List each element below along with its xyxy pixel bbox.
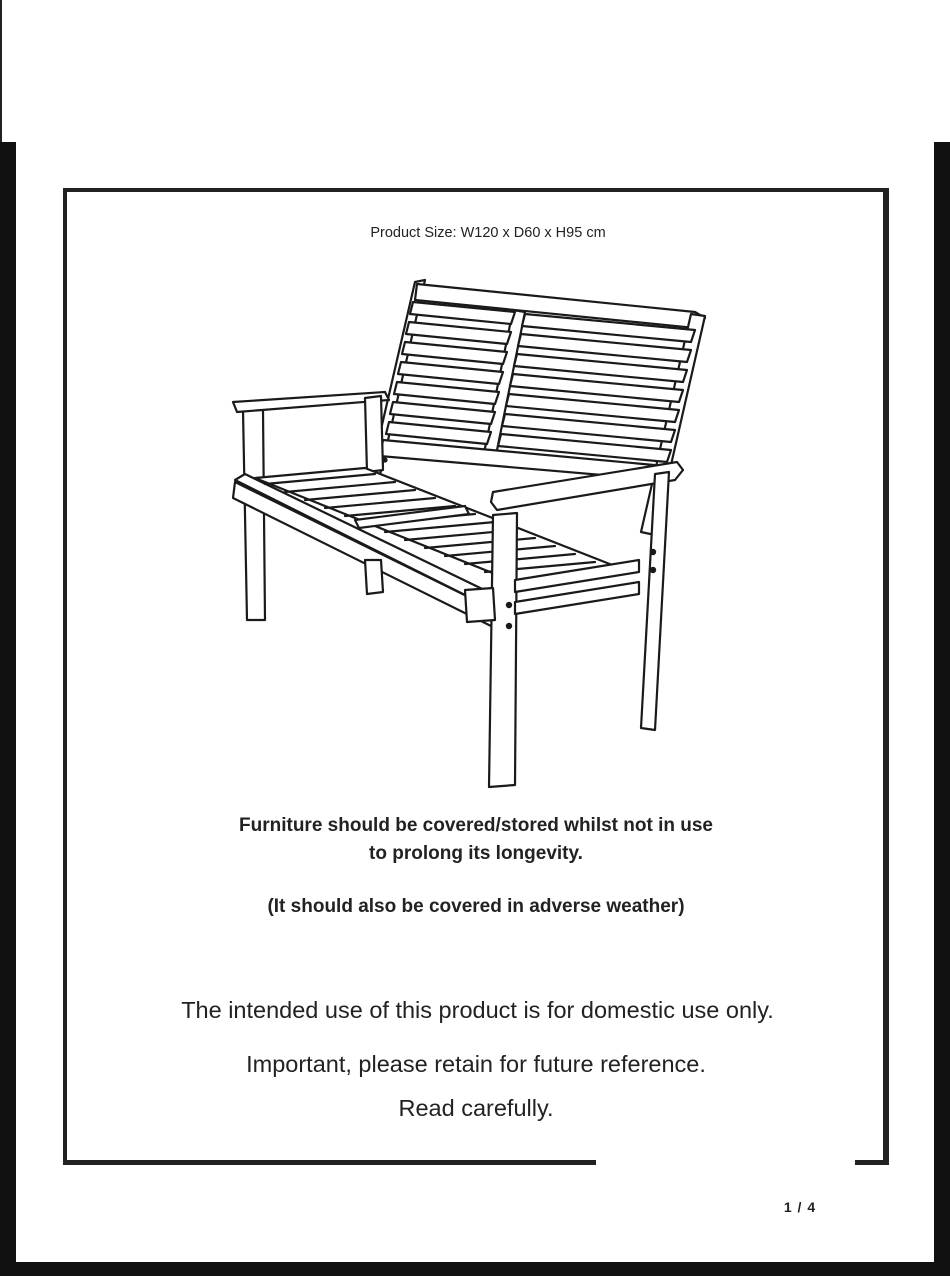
domestic-use-notice: The intended use of this product is for domestic use only. <box>181 997 774 1023</box>
page-indicator: 1 / 4 <box>783 1199 817 1215</box>
scan-border-bottom <box>0 1262 950 1276</box>
page-top-margin <box>0 0 950 142</box>
retain-notice: Important, please retain for future reference. <box>246 1051 706 1077</box>
weather-note: (It should also be covered in adverse weather) <box>267 896 685 917</box>
read-carefully-notice: Read carefully. <box>398 1095 554 1121</box>
scan-border-left <box>0 142 16 1276</box>
care-instruction-line-1: Furniture should be covered/stored whilst not in use <box>239 815 713 836</box>
product-size-text: Product Size: W120 x D60 x H95 cm <box>370 225 606 241</box>
bench-illustration <box>225 270 725 790</box>
scan-border-right <box>934 142 950 1276</box>
care-instruction-line-2: to prolong its longevity. <box>369 843 583 864</box>
left-edge-line <box>0 0 2 142</box>
